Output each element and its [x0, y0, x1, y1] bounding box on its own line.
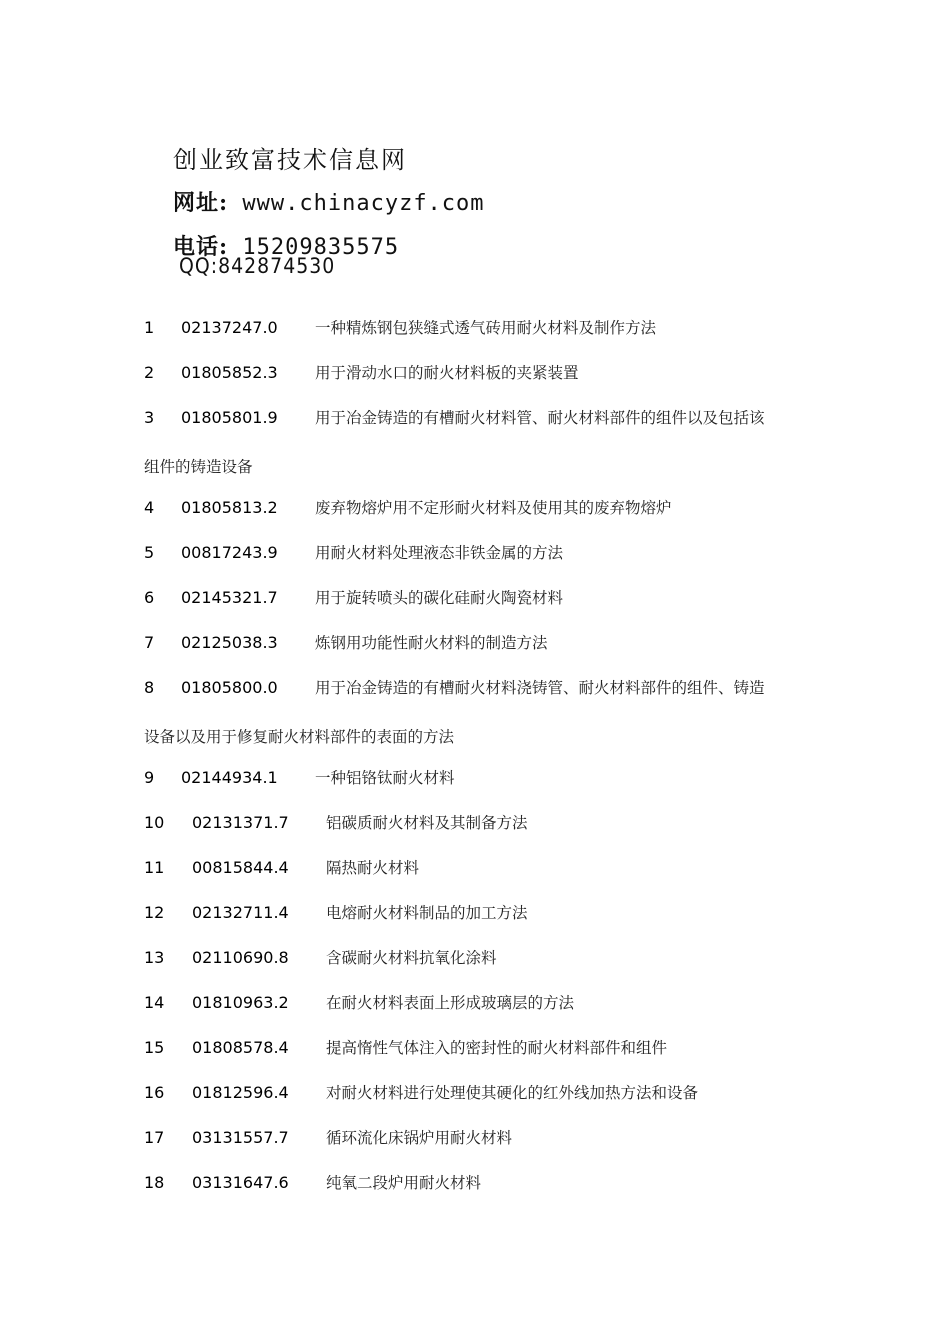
- patent-number: 2: [144, 363, 155, 382]
- patent-number: 16: [144, 1083, 165, 1102]
- patent-row: [144, 1128, 824, 1148]
- patent-title: 用于旋转喷头的碳化硅耐火陶瓷材料: [315, 589, 564, 607]
- patent-code: 02110690.8: [192, 948, 289, 967]
- patent-number: 10: [144, 813, 165, 832]
- patent-title: 一种铝铬钛耐火材料: [315, 769, 455, 787]
- qq-number: 842874530: [218, 254, 336, 278]
- patent-row: [144, 408, 824, 428]
- patent-number: 6: [144, 588, 155, 607]
- patent-title: 在耐火材料表面上形成玻璃层的方法: [326, 994, 575, 1012]
- patent-title: 隔热耐火材料: [326, 859, 420, 877]
- patent-row: [144, 498, 824, 518]
- site-url-line: [173, 186, 485, 217]
- patent-title: 一种精炼钢包狭缝式透气砖用耐火材料及制作方法: [315, 319, 657, 337]
- patent-code: 01805800.0: [181, 678, 278, 697]
- patent-title: 用于滑动水口的耐火材料板的夹紧装置: [315, 364, 579, 382]
- patent-number: 15: [144, 1038, 165, 1057]
- patent-row: [144, 678, 824, 698]
- patent-number: 1: [144, 318, 155, 337]
- patent-row: [144, 1038, 824, 1058]
- patent-number: 17: [144, 1128, 165, 1147]
- url-label: 网址:: [173, 190, 229, 216]
- patent-code: 01805813.2: [181, 498, 278, 517]
- patent-row: [144, 813, 824, 833]
- patent-title-continuation: 组件的铸造设备: [144, 458, 253, 476]
- phone-number: 15209835575: [242, 235, 400, 260]
- patent-row: [144, 1173, 824, 1193]
- patent-title: 纯氧二段炉用耐火材料: [326, 1174, 482, 1192]
- patent-code: 02145321.7: [181, 588, 278, 607]
- qq-label: QQ:: [179, 254, 219, 278]
- patent-code: 01808578.4: [192, 1038, 289, 1057]
- patent-code: 02144934.1: [181, 768, 278, 787]
- patent-code: 02131371.7: [192, 813, 289, 832]
- patent-title: 电熔耐火材料制品的加工方法: [326, 904, 528, 922]
- patent-row: [144, 858, 824, 878]
- patent-title: 炼钢用功能性耐火材料的制造方法: [315, 634, 548, 652]
- patent-title: 循环流化床锅炉用耐火材料: [326, 1129, 513, 1147]
- patent-row: [144, 1083, 824, 1103]
- patent-title: 用于冶金铸造的有槽耐火材料浇铸管、耐火材料部件的组件、铸造: [315, 679, 765, 697]
- patent-number: 3: [144, 408, 155, 427]
- patent-code: 02125038.3: [181, 633, 278, 652]
- patent-number: 12: [144, 903, 165, 922]
- patent-row: [144, 903, 824, 923]
- patent-title: 铝碳质耐火材料及其制备方法: [326, 814, 528, 832]
- patent-number: 5: [144, 543, 155, 562]
- patent-code: 02132711.4: [192, 903, 289, 922]
- patent-number: 18: [144, 1173, 165, 1192]
- patent-row: [144, 993, 824, 1013]
- patent-number: 7: [144, 633, 155, 652]
- patent-number: 4: [144, 498, 155, 517]
- patent-title: 含碳耐火材料抗氧化涂料: [326, 949, 497, 967]
- patent-row: [144, 768, 824, 788]
- patent-code: 01805801.9: [181, 408, 278, 427]
- site-url: www.chinacyzf.com: [242, 191, 485, 216]
- patent-title-continuation: 设备以及用于修复耐火材料部件的表面的方法: [144, 728, 455, 746]
- patent-row: [144, 318, 824, 338]
- patent-row: [144, 363, 824, 383]
- patent-number: 8: [144, 678, 155, 697]
- patent-code: 00815844.4: [192, 858, 289, 877]
- patent-code: 01810963.2: [192, 993, 289, 1012]
- patent-row: [144, 543, 824, 563]
- patent-title: 用耐火材料处理液态非铁金属的方法: [315, 544, 564, 562]
- phone-label: 电话:: [173, 234, 229, 260]
- patent-code: 03131557.7: [192, 1128, 289, 1147]
- patent-code: 01805852.3: [181, 363, 278, 382]
- patent-number: 14: [144, 993, 165, 1012]
- qq-line: [179, 254, 335, 278]
- patent-title: 用于冶金铸造的有槽耐火材料管、耐火材料部件的组件以及包括该: [315, 409, 765, 427]
- patent-code: 03131647.6: [192, 1173, 289, 1192]
- patent-title: 提高惰性气体注入的密封性的耐火材料部件和组件: [326, 1039, 668, 1057]
- patent-code: 01812596.4: [192, 1083, 289, 1102]
- patent-title: 废弃物熔炉用不定形耐火材料及使用其的废弃物熔炉: [315, 499, 672, 517]
- patent-code: 00817243.9: [181, 543, 278, 562]
- patent-number: 11: [144, 858, 165, 877]
- patent-row: [144, 633, 824, 653]
- patent-title: 对耐火材料进行处理使其硬化的红外线加热方法和设备: [326, 1084, 699, 1102]
- patent-number: 13: [144, 948, 165, 967]
- patent-row: [144, 588, 824, 608]
- site-name: 创业致富技术信息网: [173, 146, 407, 174]
- patent-number: 9: [144, 768, 155, 787]
- patent-row: [144, 948, 824, 968]
- patent-code: 02137247.0: [181, 318, 278, 337]
